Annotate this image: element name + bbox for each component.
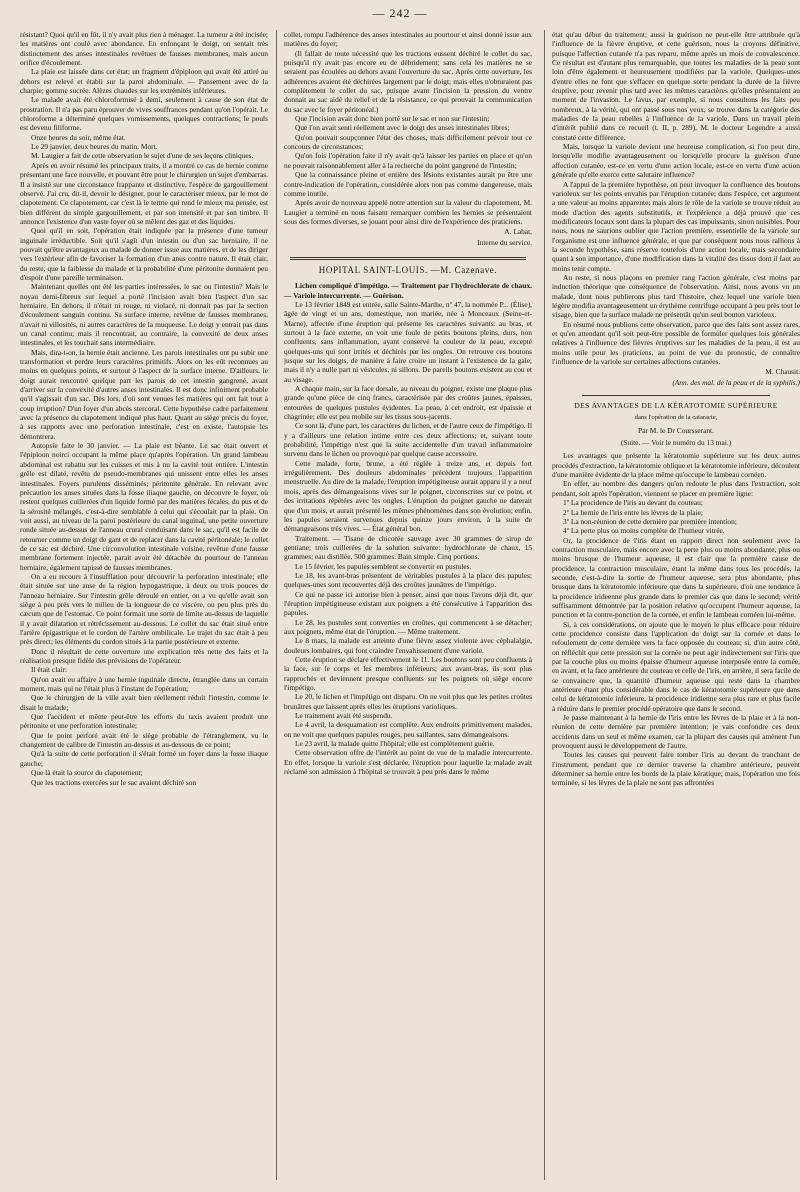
column-2: [284, 30, 532, 1182]
paragraph: Onze heures du soir, même état.: [31, 132, 126, 142]
paragraph: résistant? Quoi qu'il en fût, il n'y avait plus rien à ménager. La tumeur a été incisée; les matières ont coulé avec abondance. En enfonçant le doigt, on sentait très distinctement des anses intestinales revêtues de fausses membranes, mais aucun orifice d'écoulement.: [20, 30, 268, 68]
paragraph: Le 4 avril, la desquamation est complète. Aux endroits primitivement malades, on ne voit que quelques papules rouges, peu saillantes, sans démangeaisons.: [284, 720, 532, 739]
section-divider: [582, 395, 770, 396]
paragraph: Je passe maintenant à la hernie de l'iris entre les lèvres de la plaie et à la non-réunion de cette dernière par première intention; je vais confondre ces deux accidents dans un seul et même examen, car la plupart des causes qui amènent l'un provoquent aussi le développement de l'autre.: [552, 713, 800, 751]
paragraph: Après avoir de nouveau appelé notre attention sur la valeur du clapotement, M. Laugier a terminé en nous faisant remarquer combien les hernies se présentaient sous des formes diverses, se jouant pour ainsi dire de l'expérience des praticiens.: [284, 198, 532, 226]
paragraph: Que le point perforé avait été le siège probable de l'étranglement, vu le changement de calibre de l'intestin au-dessus et au-dessous de ce point;: [20, 730, 268, 750]
paragraph: Les avantages que présente la kératotomie supérieure sur les deux autres procédés d'extraction, la kératotomie oblique et la kératotomie inférieure, découlent d'une manière évidente de la place même qu'occupe le lambeau cornéen.: [552, 451, 800, 480]
paragraph: Le traitement avait été suspendu.: [295, 711, 393, 721]
paragraph: Traitement. — Tisane de chicorée sauvage avec 30 grammes de sirop de gentiane; trois cuillerées de la solution suivante: hydrochlorate de chaux, 15 grammes; eau distillée, 500 grammes. Bain simple. Cinq portions.: [284, 533, 532, 562]
paragraph: Cette éruption se déclare effectivement le 11. Les boutons sont peu confluents à la face, sur le corps et les membres inférieurs; aux avant-bras, ils sont plus rapprochés et deviennent presque confluents sur les poignets où siège encore l'impétigo.: [284, 655, 532, 693]
paragraph: Qu'on fois l'opération faite il n'y avait qu'à laisser les parties en place et qu'on ne pouvait raisonnablement aller à la recherche du point gangrené de l'intestin;: [284, 151, 532, 170]
paragraph: Qu'à la suite de cette perforation il s'était formé un foyer dans la fosse iliaque gauche;: [20, 749, 268, 768]
paragraph: Que l'incision avait donc bien porté sur le sac et non sur l'intestin;: [295, 114, 490, 124]
paragraph: A chaque main, sur la face dorsale, au niveau du poignet, existe une plaque plus grande qu'une pièce de cinq francs, caractérisée par des croûtes jaunes, épaisses, entourées de quelques pustules évidentes. La peau, à cet endroit, est épaissie et chagrinée; elle est peu mobile sur les tissus sous-jacents.: [284, 384, 532, 422]
paragraph: On a eu recours à l'insufflation pour découvrir la perforation intestinale; elle était située sur une anse de la région hypogastrique, à deux ou trois pouces de l'anneau herniaire. Sur l'intestin grêle déroulé en entier, on a vu qu'elle avait son siège à peu près vers le milieu de la longueur de ce viscère, ou peu plus près du cæcum que de l'estomac. Ce point formait une sorte de limite au-dessus de laquelle il y avait dilatation et rétrécissement au-dessous. Le collet du sac était situé entre l'artère épigastrique et le cordon de l'artère ombilicale. Le trajet du sac était à peu près direct; les éléments du cordon situés à la partie postérieure et externe.: [20, 571, 268, 647]
paragraph: Autopsie faite le 30 janvier. — La plaie est béante. Le sac était ouvert et l'épiploon noirci occupant la même place qu'après l'opération. Un grand lambeau abdominal est rabattu sur les cuisses et mis à nu la cavité tout entière. L'intestin grêle est dilaté, revêtu de pseudo-membranes qui unissent entre elles les anses intestinales. Foyers purulents disséminés; péritonite générale. En relevant avec précaution les anses situées dans la fosse iliaque gauche, on découvre le foyer, où restent quelques cuillerées d'un liquide formé par des matières fécales, du pus et de la sérosité mélangés, c'est-à-dire semblable à celui qui s'écoulait par la plaie. On voit aussi, au niveau de la paroi postérieure du canal inguinal, une petite ouverture ronde située au-dessus de l'anneau crural conduisant dans le sac, qu'il est facile de retourner comme un doigt de gant et de replacer dans la cavité péritonéale; le collet de ce sac est déchiré. Une circonvolution intestinale voisine, revêtue d'une fausse membrane fortement injectée, parait avoir été détachée du pourtour de l'anneau herniaire, également tapissé de fausses membranes.: [20, 441, 268, 572]
paragraph: Le 28, les pustules sont converties en croûtes, qui commencent à se détacher; aux poignets, même état de l'éruption. — Même traitement.: [284, 617, 532, 636]
paragraph: Que les tractions exercées sur le sac avaient déchiré son: [31, 777, 197, 787]
paragraph: collet, rompu l'adhérence des anses intestinales au pourtour et ainsi donné issue aux matières du foyer;: [284, 30, 532, 49]
paragraph: M. Laugier a fait de cette observation le sujet d'une de ses leçons cliniques.: [31, 151, 254, 161]
paragraph: A l'appui de la première hypothèse, on peut invoquer la confluence des boutons varioleux sur les points envahis par l'éruption cutanée; dans l'espèce, cet argument a une valeur au moins apparente; mais alors le rôle de la variole se trouve réduit au mode d'action des agents substitutifs, et l'expérience a déjà prouvé que ces modificateurs locaux sont dans la plupart des cas impuissants, sinon nuisibles. Pour nous, nous ne saurions oublier que l'action première, essentielle de la variole sur l'organisme est une influence générale, et que par conséquent nous nous rallions à la seconde hypothèse, sans réserve toutefois d'une action locale, mais secondaire quant à son importance, d'une modification dans la vitalité des tissus dont il faut au moins tenir compte.: [552, 179, 800, 273]
paragraph: Ce sont là, d'une part, les caractères du lichen, et de l'autre ceux de l'impétigo. Il y a d'ailleurs une relation intime entre ces deux affections; et, suivant toute probabilité, l'impétigo n'est que la suite accidentelle d'un travail inflammatoire survenu dans le lichen ou provoqué par quelque cause accessoire.: [284, 421, 532, 459]
column-rule: [544, 30, 545, 1180]
hospital-heading: HOPITAL SAINT-LOUIS. —M. Cazenave.: [318, 264, 498, 275]
paragraph: Toutes les causes qui peuvent faire tomber l'iris au devant du tranchant de l'instrument, pendant que ce dernier traverse la chambre antérieure, peuvent déterminer sa hernie entre les bords de la plaie kératique; mais, l'opération une fois terminée, si les lèvres de la plaie ne sont pas affrontées: [552, 750, 800, 788]
paragraph: Si, à ces considérations, on ajoute que le moyen le plus efficace pour réduire cette procidence consiste dans l'application du doigt sur la cornée et dans le refoulement de cette dernière vers la face opposée du couteau; si, d'un autre côté, on réfléchit que cette pression sur la cornée ne peut agir indirectement sur l'iris que par la couche plus ou moins épaisse d'humeur aqueuse interposée entre la cornée, en avant, et la face antérieure du couteau et celle de l'iris, en arrière, il sera facile de se convaincre que, la quantité d'humeur aqueuse qui reste dans la chambre antérieure étant plus considérable dans le cas de kératotomie supérieure que dans celui de kératotomie inférieure, la procidence iridienne sera plus rare et plus facile à réduire dans le premier procédé opératoire que dans le second.: [552, 619, 800, 713]
signature-role: Interne du service.: [477, 237, 532, 247]
paragraph: La plaie est laissée dans cet état; un fragment d'épiploon qui avait été attiré au dehors est relevé et établi sur la paroi abdominale. — Pansement avec de la charpie; gomme sucrée. Alèzes chaudes sur les extrémités inférieures.: [20, 67, 268, 96]
paragraph: Le 23 avril, la malade quitte l'hôpital; elle est complètement guérie.: [295, 739, 495, 749]
article-author: Par M. le Dr Coursserant.: [638, 425, 714, 435]
paragraph: 3º La non-réunion de cette dernière par première intention;: [563, 516, 737, 526]
paragraph: état qu'au début du traitement; aussi la guérison ne peut-elle être attribuée qu'à l'influence de la fièvre éruptive, et cette guérison, nous la croyons définitive, puisque l'affection cutanée n'a pas reparu, même après un mois de convalescence. Ce résultat est d'autant plus remarquable, que toutes les maladies de la peau sont loin d'être également et heureusement modifiées par la variole. Quelques-unes d'entre elles ne font que s'effacer en quelque sorte pendant la durée de la fièvre éruptive, pour revenir plus tard avec les mêmes caractères qu'elles présentaient au moment de l'invasion. Le favus, par exemple, si nous consultons les faits peu nombreux, à la vérité, qui ont passé sous nos yeux, se trouve dans la catégorie des maladies de la peau rebelles à l'influence de la variole. Dans un travail plein d'intérêt publié dans ce recueil (t. II, p. 289), M. le docteur Legendre a aussi constaté cette différence.: [552, 30, 800, 142]
paragraph: Mais, dira-t-on, la hernie était ancienne. Les parois intestinales ont pu subir une transformation et perdre leurs caractères primitifs. Alors on les eût reconnues au moins en quelques points, et surtout à l'aspect de la surface interne. D'ailleurs, le doigt aurait rencontré quelque part les parois de cet intestin gangrené, avant d'arriver sur la convexité d'autres anses intestinales. Il est donc infiniment probable qu'il s'agissait d'un sac. Dès lors, d'où sont venues les matières qui ont fait tout à coup irruption? D'un foyer d'un abcès stercoral. Cette hypothèse cadre parfaitement avec la présence du clapotement indiqué plus haut. Quant au siège précis du foyer, à ses rapports avec une perforation intestinale, c'est en existe, l'autopsie les démontrera.: [20, 347, 268, 441]
paragraph: Qu'on pouvait soupçonner l'état des choses, mais difficilement prévoir tout ce concours de circonstances;: [284, 132, 532, 152]
source-citation: [552, 378, 800, 387]
paragraph: Cette malade, forte, brune, a été réglée à treize ans, et depuis fort irrégulièrement. Des douleurs abdominales précèdent toujours l'apparition menstruelle. Au dire de la malade, l'éruption impétigineuse aurait apparu il y a neuf mois, après des démangeaisons vives sur le poignet, circonscrites sur ce point, et des irritations répétées avec les ongles. L'éruption du poignet gauche ne daterait que d'un mois, et aurait présenté les mêmes phénomènes dans son évolution; enfin, les papules seraient survenues depuis quinze jours environ, à la suite de démangeaisons très vives. — État général bon.: [284, 458, 532, 534]
column-3: [552, 30, 800, 1182]
paragraph: Or, la procidence de l'iris étant en rapport direct non seulement avec la contraction musculaire, mais encore avec la perte plus ou moins abondante, plus ou moins brusque de l'humeur aqueuse, il est clair que la première cause de procidence, la contraction musculaire, étant la même dans tous les procédés, la seconde, c'est-à-dire la sortie de l'humeur aqueuse, sera plus abondante, plus brusque dans la kératotomie inférieure que dans la supérieure, d'où une tendance à la procidence irideenne plus grande dans le premier cas que dans le second; vérité suffisamment démontrée par la position relative qu'occupent l'humeur aqueuse, la ponction et la contre-ponction de la cornée, et enfin le lambeau cornéen lui-même.: [552, 535, 800, 620]
paragraph: Que la connaissance pleine et entière des lésions existantes aurait pu être une contre-indication de l'opération, considérée alors non pas comme dangereuse, mais comme inutile.: [284, 170, 532, 198]
paragraph: Le 20, le lichen et l'impétigo ont disparu. On ne voit plus que les petites croûtes brunâtres que laissent après elles les éruptions varioliques.: [284, 692, 532, 711]
paragraph: Qu'on avait eu affaire à une hernie inguinale directe, étranglée dans un certain moment, mais qui ne l'était plus à l'instant de l'opération;: [20, 674, 268, 694]
article-subtitle: dans l'opération de la cataracte,: [634, 414, 718, 422]
section-divider: [290, 257, 526, 260]
paragraph: Que l'accident et même peut-être les efforts du taxis avaient produit une péritonite et une perforation intestinale;: [20, 712, 268, 731]
paragraph: Mais, lorsque la variole devient une heureuse complication, si l'on peut dire, lorsqu'elle modifie avantageusement ou lorsqu'elle procure la guérison d'une affection cutanée, est-ce en vertu d'une action locale, est-ce en vertu d'une action générale qu'elle exerce cette salutaire influence?: [552, 142, 800, 180]
paragraph: 2º La hernie de l'iris entre les lèvres de la plaie;: [563, 507, 703, 517]
paragraph: Que l'on avait senti réellement avec le doigt des anses intestinales libres;: [295, 123, 510, 133]
signature-name: A. Labat,: [504, 227, 532, 237]
paragraph: Que là était la source du clapotement;: [31, 768, 143, 778]
paragraph: Après en avoir résumé les principaux traits, il a montré ce cas de hernie comme présentant une face nouvelle, et pouvant être pour le chirurgien un sujet d'embarras. Il a insisté sur une circonstance frappante et distinctive, l'espèce de gargouillement observé. J'ai cru, dit-il, devoir le désigner, pour le caractériser mieux, par le mot de clapotement. Ce clapotement, car c'est là le terme qui rend le mieux ma pensée, est bien différent du simple gargouillement, et par son intensité et par son timbre. Il annonce l'existence d'un vaste foyer où se mêlent des gaz et des liquides.: [20, 160, 268, 226]
paragraph: Le malade avait été chloroformisé à demi, seulement à cause de son état de prostration. Il n'a pas paru éprouver de vives souffrances pendant qu'on l'opérait. Le chloroforme a déterminé quelques vomissements, quelques contractions; le pouls est devenu filiforme.: [20, 95, 268, 133]
paragraph: Donc il résultait de cette ouverture une explication très nette des faits et la réalisation presque fidèle des prévisions de l'opérateur.: [20, 646, 268, 666]
column-rule: [276, 30, 277, 1180]
paragraph: Le 18, les avant-bras présentent de véritables pustules à la place des papules; quelques-unes sont recouvertes déjà des croûtes jaunâtres de l'impétigo.: [284, 570, 532, 590]
paragraph: Quoi qu'il en soit, l'opération était indiquée par la présence d'une tumeur inguinale irréductible. Soit qu'il s'agît d'un intestin ou d'un sac herniaire, il ne pouvait qu'être avantageux au malade de donner issue aux matières, et de les diriger vers l'extérieur afin de favoriser la formation d'un anus contre nature. Il était clair, du reste, que la faiblesse du malade et la probabilité d'une péritonite donnaient peu d'espoir d'une pareille terminaison.: [20, 226, 268, 282]
paragraph: 1º La procidence de l'iris au devant du couteau;: [563, 498, 703, 508]
article-continuation-note: (Suite. — Voir le numéro du 13 mai.): [620, 438, 732, 448]
paragraph: Le 8 mars, la malade est atteinte d'une fièvre assez violente avec céphalalgie, douleurs lombaires, qui font craindre l'envahissement d'une variole.: [284, 636, 532, 655]
source-citation-text: (Ann. des mal. de la peau et de la syphilis.): [672, 377, 800, 387]
page-number: — 242 —: [372, 6, 428, 20]
paragraph: Que le chirurgien de la ville avait bien réellement réduit l'intestin, comme le disait le malade;: [20, 693, 268, 712]
paragraph: En effet, au nombre des dangers qu'on redoute le plus dans l'extraction, soit pendant, soit après l'opération, viennent se placer en première ligne:: [552, 479, 800, 498]
article-subhead: Lichen compliqué d'impétigo. — Traitement par l'hydrochlorate de chaux. — Variole intercurrente. — Guérison.: [284, 281, 532, 300]
paragraph: Le 29 janvier, deux heures du matin. Mort.: [31, 142, 158, 152]
paragraph: Il était clair:: [31, 665, 68, 675]
paragraph: 4º La perte plus ou moins complète de l'humeur vitrée.: [563, 526, 725, 536]
paragraph: En résumé nous publions cette observation, parce que des faits sont assez rares, et qu'en attendant qu'il soit peut-être possible de formuler quelques lois générales relatives à l'influence des fièvres éruptives sur les maladies de la peau, il est au moins utile pour les praticiens, au point de vue du pronostic, de connaître l'influence de la variole sur certaines affections cutanées.: [552, 319, 800, 367]
paragraph: Le 15 février, les papules semblent se convertir en pustules.: [295, 561, 472, 571]
column-1: [20, 30, 268, 1182]
signature-name: M. Chausit.: [765, 367, 800, 377]
paragraph: (Il fallait de toute nécessité que les tractions eussent déchiré le collet du sac, puisqu'il n'y avait pas encore eu de débridement; sans cela les matières ne se seraient pas écoulées au dehors avant l'ouverture du sac. Après cette ouverture, les adhérences avaient été déchirées largement par le doigt; mais elles n'obturaient pas complètement le collet du sac, puisque avant l'incision la pression du ventre donnait au sac aidé du relief et de la résistance, ce qui prouvait la communication du sac avec le foyer péritonéal.): [284, 48, 532, 114]
article-title: DES AVANTAGES DE LA KÉRATOTOMIE SUPÉRIEURE: [574, 401, 778, 411]
paragraph: Ce qui ne passe ici autorise bien à penser, ainsi que nous l'avons déjà dit, que l'éruption impétigineuse existant aux poignets a été consécutive à l'apparition des papules.: [284, 589, 532, 618]
paragraph: Au reste, si nous plaçons en premier rang l'action générale, c'est moins par induction théorique que conséquence de l'observation. Ainsi, nous avons vu un malade, dont nous publierons plus tard l'histoire, chez lequel une variole bien légère modifia avantageusement un érythème centrifuge occupant à peu près tout le visage, bien que la surface malade ne présentât qu'un seul bouton varioleux.: [552, 272, 800, 320]
paragraph: Cette observation offre de l'intérêt au point de vue de la maladie intercurrente. En effet, lorsque la variole s'est déclarée, l'éruption pour laquelle la malade avait réclamé son admission à l'hôpital se trouvait à peu près dans le même: [284, 748, 532, 777]
paragraph: Maintenant quelles ont été les parties intéressées, le sac ou l'intestin? Mais le noyau demi-fibreux sur lequel a porté l'incision avait bien l'aspect d'un sac herniaire. En dehors, il n'était ni rouge, ni violacé, ni donnait pas par la section d'écoulement sanguin continu. Sa surface interne, revêtue de fausses membranes, n'avait ni villosités, ni autres caractères de la muqueuse. Le doigt y entrait pas dans un canal continu; mais il rencontrait, au contraire, la convexité de deux anses intestinales, et les touchait sans intermédiaire.: [20, 282, 268, 348]
paragraph: Le 13 février 1849 est entrée, salle Sainte-Marthe, nº 47, la nommée P... (Élise), âgée de vingt et un ans, domestique, non mariée, née à Monceaux (Seine-et-Marne), affectée d'une éruption qui présente les caractères suivants: au bras, et surtout à la face externe, on voit une foule de petits boutons pleins, durs, non confluents, sans inflammation, ayant conservé la couleur de la peau, excepté quelques-uns qui sont irrités et déchirés par les ongles. On retrouve ces boutons jusque sur les doigts, de manière à faire croire un instant à l'existence de la gale; mais il n'y a nulle part ni vésicules, ni sillons. De pareils boutons existent au cou et au visage.: [284, 299, 532, 384]
